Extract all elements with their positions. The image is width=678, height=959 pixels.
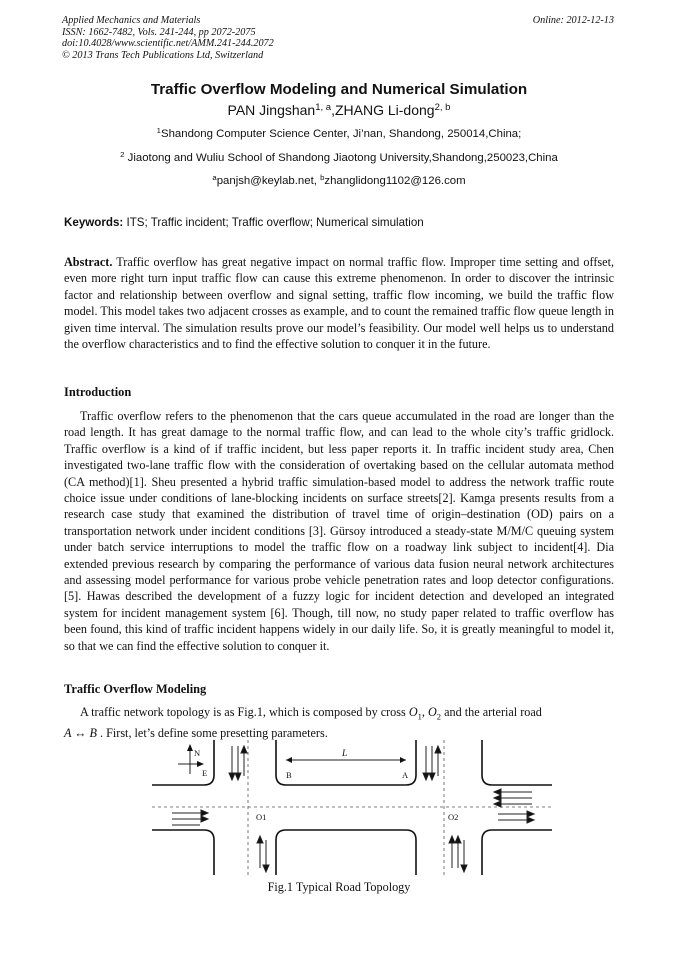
affiliation-2-sup: 2 — [120, 149, 125, 159]
road-edge-left-top — [152, 740, 214, 785]
compass-icon — [178, 744, 207, 778]
cross-o2: O — [427, 705, 437, 719]
modeling-text-c: . First, let’s define some presetting parameters. — [96, 725, 328, 740]
affiliation-1-text: Shandong Computer Science Center, Ji’nan, Shandong, 250014,China; — [160, 128, 522, 140]
compass-east-label: E — [202, 768, 208, 778]
author-2: ZHANG Li-dong — [334, 102, 435, 118]
author-2-sup: 2, b — [434, 101, 451, 113]
paper-title: Traffic Overflow Modeling and Numerical Simulation — [150, 81, 528, 98]
email-b-sup: b — [320, 172, 325, 182]
cross-o1-label: O1 — [256, 812, 267, 822]
affiliation-2-text: Jiaotong and Wuliu School of Shandong Jiaotong University,Shandong,250023,China — [124, 152, 558, 164]
road-edge-right-bottom — [482, 830, 552, 875]
email-a-sup: a — [212, 172, 217, 182]
road-topology-figure — [152, 740, 552, 875]
compass-north-label: N — [194, 748, 201, 758]
modeling-text-b: and the arterial road — [441, 705, 542, 719]
modeling-heading: Traffic Overflow Modeling — [64, 682, 207, 696]
abstract-text: Traffic overflow has great negative impact on normal traffic flow. Improper time setting and offset, even more right turn input traffic flow can cause this extreme phenomenon. In order to discover the intrinsic factor and relationship between overflow and signal setting, traffic flow incoming, we build the traffic flow model. This model takes two adjacent crosses as example, and to count the remained traffic flow queue length in given time interval. The simulation results prove our model’s feasibility. Our model well helps us to understand the overflow characteristics and to find the effective solution to conquer it in the future. — [64, 255, 614, 352]
affiliation-1 — [0, 125, 678, 140]
affiliation-1-sup: 1 — [156, 125, 161, 135]
email-line — [0, 172, 678, 187]
cross-o1: O — [408, 705, 418, 719]
abstract-label: Abstract. — [64, 255, 113, 269]
point-a-label: A — [402, 770, 409, 780]
modeling-text-a: A traffic network topology is as Fig.1, which is composed by cross — [80, 705, 409, 719]
affiliation-2 — [0, 149, 678, 164]
arterial-road-top-edge — [276, 740, 416, 785]
doi-line[interactable]: doi:10.4028/www.scientific.net/AMM.241-244.2072 — [62, 38, 274, 50]
arterial-road-bottom-edge — [276, 830, 416, 875]
road-edge-right-top — [482, 740, 552, 785]
author-separator: , — [331, 102, 335, 118]
author-1: PAN Jingshan — [227, 102, 316, 118]
keywords-text: ITS; Traffic incident; Traffic overflow; Numerical simulation — [123, 216, 424, 229]
figure-caption: Fig.1 Typical Road Topology — [267, 880, 411, 894]
issn-line: ISSN: 1662-7482, Vols. 241-244, pp 2072-2075 — [62, 26, 256, 38]
road-expression: A ↔ B — [64, 725, 97, 740]
journal-name: Applied Mechanics and Materials — [62, 15, 201, 26]
email-a[interactable]: panjsh@keylab.net, — [216, 175, 321, 187]
copyright-line: © 2013 Trans Tech Publications Ltd, Switzerland — [62, 49, 264, 61]
email-b[interactable]: zhanglidong1102@126.com — [324, 175, 466, 187]
journal-meta — [62, 15, 274, 61]
cross-o2-sub: 2 — [436, 711, 442, 722]
cross-comma: , — [421, 705, 428, 719]
cross-o1-sub: 1 — [417, 711, 422, 722]
lane-arrows — [172, 746, 534, 872]
keywords-label: Keywords: — [64, 216, 124, 229]
introduction-heading: Introduction — [64, 385, 132, 399]
online-date: Online: 2012-12-13 — [532, 15, 614, 26]
author-line — [0, 102, 678, 118]
abstract — [64, 254, 614, 352]
cross-o2-label: O2 — [448, 812, 459, 822]
road-edge-left-bottom — [152, 830, 214, 875]
author-1-sup: 1, a — [315, 101, 332, 113]
point-b-label: B — [286, 770, 292, 780]
length-label: L — [342, 749, 348, 759]
modeling-text — [64, 704, 614, 741]
introduction-text: Traffic overflow refers to the phenomenon that the cars queue accumulated in the road are longer than the road length. It has great damage to the normal traffic flow, and can lead to the whole city’s traffic gridlock. Traffic overflow is a kind of if traffic incident, but less paper reports it. In traffic incident study area, Chen investigated two-lane traffic flow with the consideration of overtaking based on the cellular automata method (CA method)[1]. Sheu presented a hybrid traffic simulation-based model to address the network traffic route choice issue under conditions of lane-blocking incidents on surface streets[2]. Kamga presents results from a research case study that examined the distribution of travel time of origin–destination (OD) pairs on a transportation network under incident conditions [3]. Gürsoy introduced a steady-state M/M/C queuing system under batch service interruptions to model the traffic flow on a roadway link subject to incident[4]. Dia extended previous research by comparing the performance of various data fusion neural network architectures and assessing model performance for various probe vehicle penetration rates and loop detector configurations. [5]. Hawas described the development of a fuzzy logic for incident detection and developed an integrated system for incident management system [6]. Though, till now, no study paper related to traffic overflow has been found, this kind of traffic incident happens widely in our daily life. So, it is greatly meaningful to model it, so that we can find the effective solution to conquer it. — [64, 409, 614, 653]
keywords — [64, 216, 424, 229]
